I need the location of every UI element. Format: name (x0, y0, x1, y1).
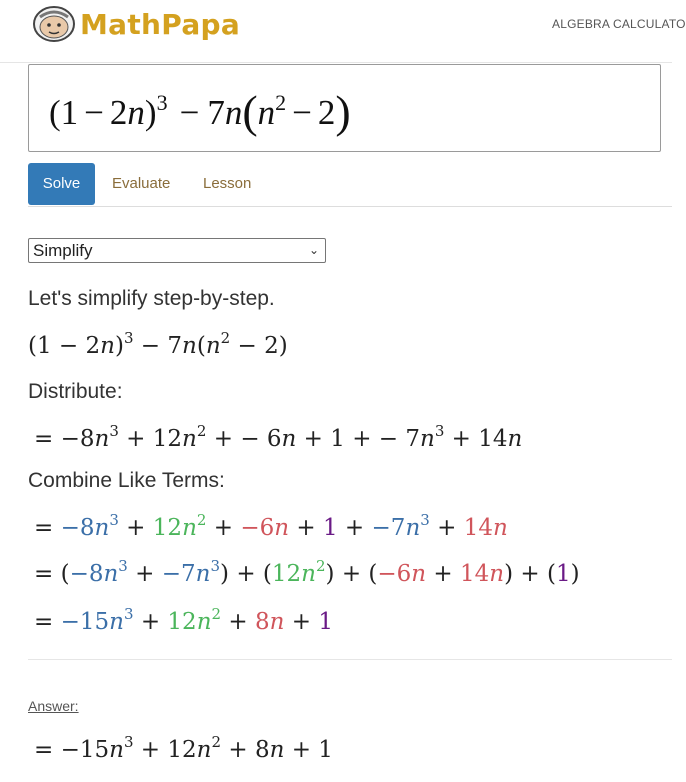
header (0, 0, 686, 63)
combine-step-3: = $-15n^3 + 12n^2 + 8n + 1$ (34, 605, 333, 635)
chevron-down-icon: ⌄ (308, 243, 319, 257)
mode-select-value: Simplify (33, 241, 93, 260)
combine-label: Combine Like Terms: (28, 469, 225, 492)
tab-lesson[interactable]: Lesson (203, 175, 252, 192)
mode-select[interactable] (28, 238, 326, 263)
nav-algebra-calculator[interactable]: ALGEBRA CALCULATO (552, 17, 686, 31)
tab-bar (28, 163, 672, 207)
combine-step-1: = $-8n^3 + 12n^2 + -6n + 1 + -7n^3 + 14n$ (34, 511, 508, 541)
brand-name: MathPapa (80, 7, 241, 41)
distribute-label: Distribute: (28, 380, 123, 403)
distribute-step: = $-8n^3 + 12n^2$ + − 6n + 1 + − $7n^3 + 14n$ (34, 422, 523, 452)
tab-evaluate[interactable]: Evaluate (112, 175, 171, 192)
logo[interactable] (32, 5, 240, 43)
combine-step-2: = $(-8n^3 + -7n^3) + (12n^2) + (-6n + 14n) + (1)$ (34, 557, 580, 587)
expression-input[interactable] (28, 64, 661, 152)
tab-solve[interactable]: Solve (28, 163, 95, 205)
answer-expression: = $-15n^3 + 12n^2 + 8n + 1$ (34, 733, 333, 763)
original-expression: $(1 - 2n)^3 - 7n(n^2 - 2)$ (28, 329, 288, 359)
answer-label: Answer: (28, 698, 79, 714)
divider (28, 659, 672, 660)
mascot-face-icon (32, 5, 76, 43)
intro-text: Let's simplify step-by-step. (28, 287, 275, 310)
expression-display: $(1 - 2n)^3 - 7n(n^2 - 2)$ (49, 86, 351, 137)
